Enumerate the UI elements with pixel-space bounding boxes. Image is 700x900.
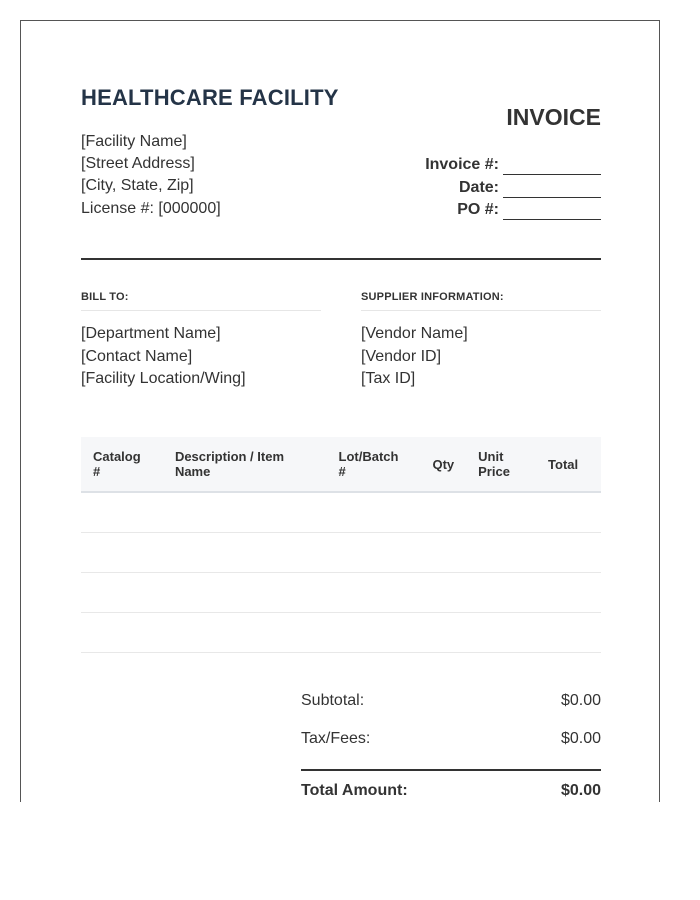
- totals-divider: [301, 769, 601, 771]
- table-cell: [536, 573, 601, 613]
- bill-to-contact: [Contact Name]: [81, 348, 193, 365]
- table-cell: [81, 533, 163, 573]
- table-cell: [466, 573, 536, 613]
- invoice-number-blank: [503, 158, 601, 175]
- po-number-blank: [503, 203, 601, 220]
- facility-city: [City, State, Zip]: [81, 177, 194, 194]
- table-cell: [163, 492, 327, 533]
- table-cell: [466, 533, 536, 573]
- total-amount-value: $0.00: [560, 782, 601, 799]
- col-header-qty: Qty: [420, 437, 466, 492]
- table-row: [81, 613, 601, 653]
- date-blank: [503, 181, 601, 198]
- table-cell: [536, 613, 601, 653]
- subtotal-label: Subtotal:: [301, 692, 365, 709]
- date-field: [459, 178, 601, 198]
- line-items-table: [81, 437, 601, 653]
- table-cell: [163, 573, 327, 613]
- table-cell: [466, 613, 536, 653]
- table-cell: [81, 573, 163, 613]
- facility-street: [Street Address]: [81, 155, 195, 172]
- bill-to-department: [Department Name]: [81, 325, 221, 342]
- table-cell: [327, 533, 421, 573]
- table-row: [81, 573, 601, 613]
- supplier-vendor-name: [Vendor Name]: [361, 325, 468, 342]
- table-cell: [466, 492, 536, 533]
- facility-license: License #: [000000]: [81, 200, 221, 217]
- table-row: [81, 492, 601, 533]
- facility-title: HEALTHCARE FACILITY: [81, 85, 339, 110]
- table-cell: [420, 533, 466, 573]
- table-cell: [81, 613, 163, 653]
- table-cell: [420, 613, 466, 653]
- table-cell: [81, 492, 163, 533]
- table-cell: [163, 613, 327, 653]
- bill-to-location: [Facility Location/Wing]: [81, 370, 246, 387]
- supplier-info-label: SUPPLIER INFORMATION:: [361, 291, 601, 311]
- table-row: [81, 533, 601, 573]
- col-header-total: Total: [536, 437, 601, 492]
- table-cell: [536, 533, 601, 573]
- table-cell: [536, 492, 601, 533]
- total-amount-label: Total Amount:: [301, 782, 408, 799]
- table-cell: [327, 573, 421, 613]
- supplier-vendor-id: [Vendor ID]: [361, 348, 442, 365]
- tax-fees-label: Tax/Fees:: [301, 730, 371, 747]
- col-header-catalog: Catalog #: [81, 437, 163, 492]
- col-header-description: Description / Item Name: [163, 437, 327, 492]
- po-number-field: [457, 200, 601, 220]
- supplier-tax-id: [Tax ID]: [361, 370, 416, 387]
- invoice-number-field: [425, 155, 601, 175]
- table-cell: [327, 492, 421, 533]
- table-cell: [327, 613, 421, 653]
- bill-to-label: BILL TO:: [81, 291, 321, 311]
- table-cell: [420, 573, 466, 613]
- table-header-row: [81, 437, 601, 492]
- po-number-label: PO #:: [457, 201, 499, 218]
- subtotal-value: $0.00: [560, 692, 601, 709]
- tax-fees-value: $0.00: [560, 730, 601, 747]
- invoice-title: INVOICE: [506, 104, 601, 130]
- col-header-lot-batch: Lot/Batch #: [327, 437, 421, 492]
- header-divider: [81, 258, 601, 260]
- table-cell: [163, 533, 327, 573]
- table-cell: [420, 492, 466, 533]
- facility-name: [Facility Name]: [81, 133, 187, 150]
- invoice-number-label: Invoice #:: [425, 156, 499, 173]
- date-label: Date:: [458, 179, 499, 196]
- col-header-unit-price: Unit Price: [466, 437, 536, 492]
